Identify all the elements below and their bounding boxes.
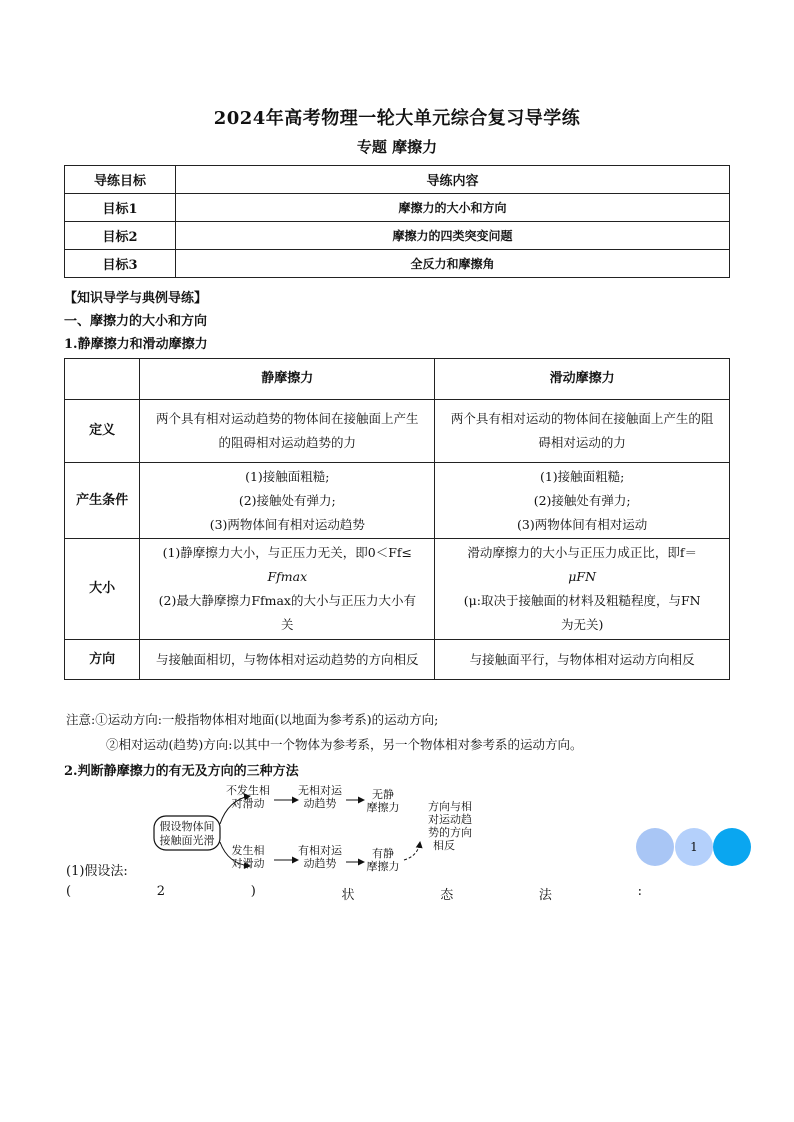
note-line-2: ②相对运动(趋势)方向:以其中一个物体为参考系，另一个物体相对参考系的运动方向。	[106, 737, 583, 752]
magnitude-line: (2)最大静摩擦力Ffmax的大小与正压力大小有	[158, 593, 416, 608]
method2-char: 2	[156, 884, 166, 899]
diagram-top1: 不发生相	[226, 784, 270, 797]
method2-char: 法	[538, 888, 552, 903]
row-header-conditions: 产生条件	[65, 463, 140, 539]
method2-char: 状	[341, 888, 355, 903]
part1-heading: 一、摩擦力的大小和方向	[64, 314, 208, 329]
goals-cell: 目标3	[65, 250, 176, 278]
condition-line: (1)接触面粗糙;	[539, 468, 625, 484]
diagram-bot1: 对滑动	[231, 857, 265, 870]
method2-char: :	[637, 884, 642, 899]
diagram-result: 方向与相	[428, 800, 472, 813]
conditions-sliding	[435, 463, 730, 539]
direction-sliding: 与接触面平行，与物体相对运动方向相反	[435, 640, 730, 680]
table-row	[65, 359, 730, 400]
note-line-1: 注意:①运动方向:一般指物体相对地面(以地面为参考系)的运动方向;	[66, 712, 439, 727]
goals-cell: 目标2	[65, 222, 176, 250]
goals-cell: 摩擦力的大小和方向	[176, 194, 730, 222]
page-circle-left	[636, 828, 674, 866]
magnitude-line: (1)静摩擦力大小，与正压力无关，即0＜Ff≤	[162, 545, 413, 560]
direction-static: 与接触面相切，与物体相对运动趋势的方向相反	[140, 640, 435, 680]
page-title: 2024年高考物理一轮大单元综合复习导学练	[213, 108, 581, 129]
diagram-result: 势的方向	[428, 826, 472, 839]
table-row	[65, 400, 730, 463]
condition-line: (2)接触处有弹力;	[533, 492, 631, 508]
magnitude-sliding	[435, 539, 730, 640]
goals-header-target: 导练目标	[65, 166, 176, 194]
diagram-bot3: 有静	[372, 847, 394, 860]
table-row	[65, 194, 730, 222]
magnitude-static	[140, 539, 435, 640]
diagram-bot2: 动趋势	[303, 857, 337, 870]
magnitude-line: 为无关)	[560, 617, 604, 632]
diagram-start-text: 接触面光滑	[159, 834, 215, 847]
sub1-heading: 1.静摩擦力和滑动摩擦力	[64, 337, 208, 352]
conditions-static	[140, 463, 435, 539]
definition-static: 两个具有相对运动趋势的物体间在接触面上产生的阻碍相对运动趋势的力	[140, 400, 435, 463]
goals-cell: 摩擦力的四类突变问题	[176, 222, 730, 250]
table-row	[65, 222, 730, 250]
page-circle-right	[713, 828, 751, 866]
arrow-to-result	[404, 842, 420, 860]
condition-line: (3)两物体间有相对运动趋势	[209, 516, 365, 532]
magnitude-line: μFN	[568, 569, 597, 584]
magnitude-line: 滑动摩擦力的大小与正压力成正比，即f＝	[467, 545, 697, 560]
diagram-top2: 无相对运	[298, 784, 342, 797]
table-row	[65, 539, 730, 640]
goals-header-content: 导练内容	[176, 166, 730, 194]
definition-sliding: 两个具有相对运动的物体间在接触面上产生的阻碍相对运动的力	[435, 400, 730, 463]
method1-label: (1)假设法:	[66, 864, 128, 879]
diagram-top3: 无静	[372, 788, 394, 801]
method2-char: 态	[440, 888, 454, 903]
section-heading: 【知识导学与典例导练】	[64, 291, 208, 306]
corner-cell	[65, 359, 140, 400]
row-header-definition: 定义	[65, 400, 140, 463]
sub2-heading: 2.判断静摩擦力的有无及方向的三种方法	[64, 764, 299, 779]
method2-char: )	[250, 884, 256, 899]
diagram-top1: 对滑动	[231, 797, 265, 810]
row-header-direction: 方向	[65, 640, 140, 680]
condition-line: (2)接触处有弹力;	[238, 492, 336, 508]
col-header-sliding: 滑动摩擦力	[435, 359, 730, 400]
page-number: 1	[690, 840, 698, 854]
page-subtitle: 专题 摩擦力	[356, 138, 438, 156]
diagram-top2: 动趋势	[303, 797, 337, 810]
magnitude-line: (μ:取决于接触面的材料及粗糙程度，与FN	[463, 593, 701, 608]
table-row	[65, 463, 730, 539]
magnitude-line: Ffmax	[267, 569, 308, 584]
diagram-top3: 摩擦力	[366, 801, 400, 814]
diagram-start-text: 假设物体间	[159, 820, 215, 833]
col-header-static: 静摩擦力	[140, 359, 435, 400]
method2-char: (	[66, 884, 72, 899]
friction-table	[64, 358, 730, 680]
table-row	[65, 250, 730, 278]
table-row	[65, 166, 730, 194]
method2-label	[66, 884, 642, 903]
diagram-result: 相反	[433, 839, 455, 852]
goals-cell: 全反力和摩擦角	[176, 250, 730, 278]
condition-line: (3)两物体间有相对运动	[517, 516, 648, 532]
flow-diagram	[150, 782, 490, 882]
diagram-result: 对运动趋	[428, 813, 472, 826]
diagram-bot2: 有相对运	[298, 844, 342, 857]
goals-table	[64, 165, 730, 278]
magnitude-line: 关	[281, 617, 294, 632]
diagram-bot3: 摩擦力	[366, 860, 400, 873]
diagram-bot1: 发生相	[231, 844, 265, 857]
table-row	[65, 640, 730, 680]
row-header-magnitude: 大小	[65, 539, 140, 640]
goals-cell: 目标1	[65, 194, 176, 222]
condition-line: (1)接触面粗糙;	[245, 468, 330, 484]
